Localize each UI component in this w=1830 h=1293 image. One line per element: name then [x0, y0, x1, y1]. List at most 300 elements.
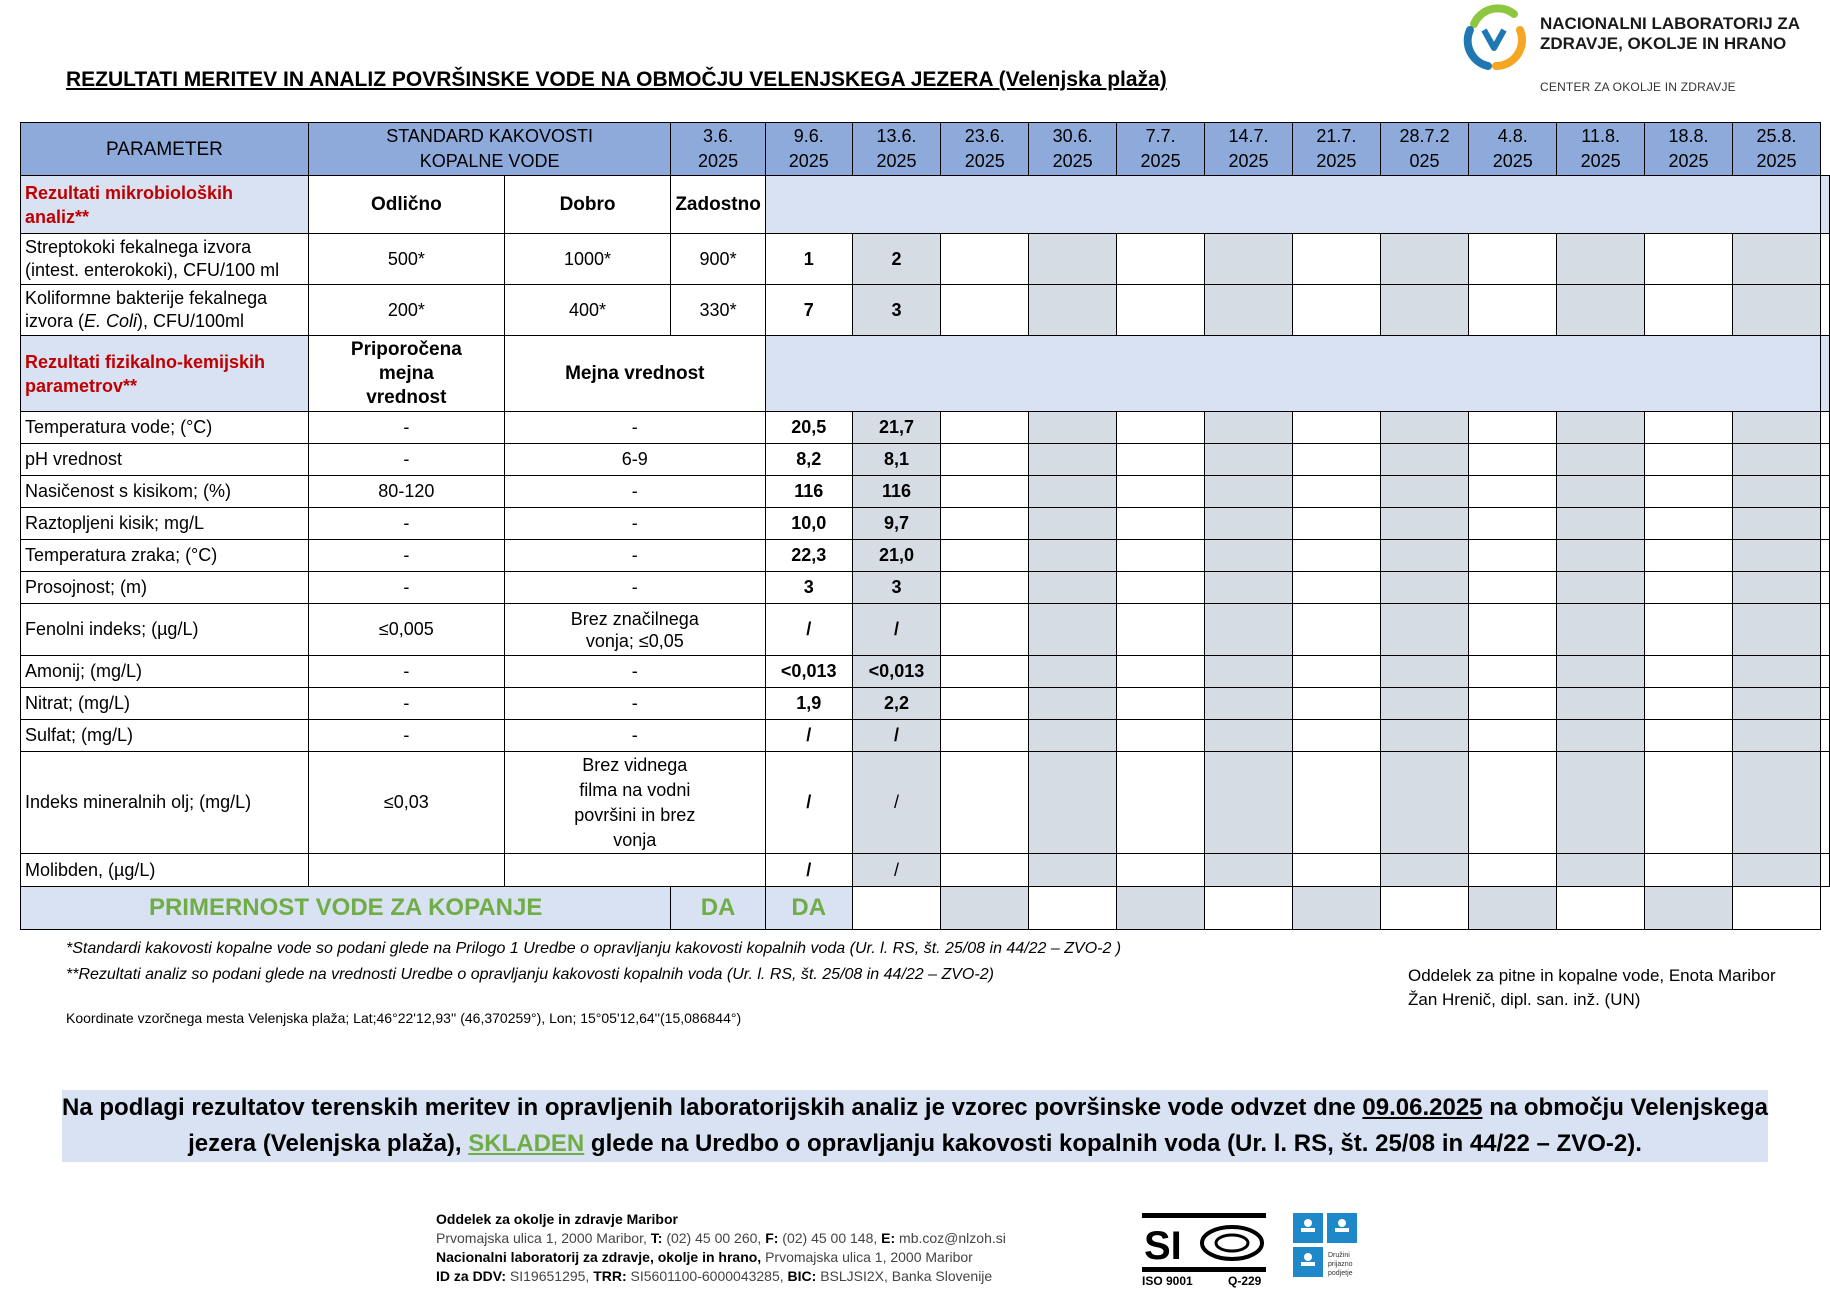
col-recommended: Priporočena mejna vrednost	[308, 336, 504, 412]
param-name: Indeks mineralnih olj; (mg/L)	[21, 752, 309, 854]
table-row	[21, 854, 1830, 887]
empty-cell	[1292, 572, 1380, 604]
result-cell: 8,2	[765, 444, 852, 476]
empty-cell	[1205, 444, 1293, 476]
empty-cell	[1380, 285, 1468, 336]
empty-cell	[1645, 444, 1733, 476]
std-value: -	[308, 508, 504, 540]
empty-cell	[941, 508, 1029, 540]
result-cell: 7	[765, 285, 852, 336]
empty-cell	[1821, 572, 1830, 604]
empty-cell	[1645, 234, 1733, 285]
date-header: 23.6. 2025	[941, 123, 1029, 176]
param-name: Temperatura vode; (°C)	[21, 412, 309, 444]
empty-cell	[1732, 572, 1820, 604]
param-name: Fenolni indeks; (µg/L)	[21, 604, 309, 656]
empty-cell	[1732, 688, 1820, 720]
result-cell: 21,0	[852, 540, 941, 572]
std-value	[504, 854, 765, 887]
empty-cell	[1380, 412, 1468, 444]
empty-cell	[1645, 412, 1733, 444]
empty-cell	[1732, 540, 1820, 572]
std-value: -	[308, 540, 504, 572]
empty-cell	[1469, 887, 1557, 930]
table-row	[21, 234, 1830, 285]
empty-cell	[1557, 656, 1645, 688]
suitability-value: DA	[765, 887, 852, 930]
std-value: 400*	[504, 285, 671, 336]
result-cell: <0,013	[852, 656, 941, 688]
param-name: Molibden, (µg/L)	[21, 854, 309, 887]
empty-cell	[1557, 854, 1645, 887]
std-value: -	[504, 476, 765, 508]
empty-cell	[1645, 656, 1733, 688]
empty-cell	[1380, 572, 1468, 604]
result-cell: 3	[852, 572, 941, 604]
empty-cell	[1205, 572, 1293, 604]
empty-cell	[1645, 540, 1733, 572]
section-fill	[1821, 176, 1830, 234]
empty-cell	[1029, 604, 1117, 656]
std-value: -	[504, 720, 765, 752]
result-cell: /	[765, 720, 852, 752]
empty-cell	[1029, 285, 1117, 336]
result-cell: /	[852, 720, 941, 752]
empty-cell	[1029, 412, 1117, 444]
empty-cell	[1205, 720, 1293, 752]
empty-cell	[1117, 476, 1205, 508]
empty-cell	[1557, 604, 1645, 656]
col-zadostno: Zadostno	[671, 176, 766, 234]
std-value: Brez značilnega vonja; ≤0,05	[504, 604, 765, 656]
page-title: REZULTATI MERITEV IN ANALIZ POVRŠINSKE VODE NA OBMOČJU VELENJSKEGA JEZERA (Velenjska plaža)	[66, 68, 1167, 91]
conclusion: Na podlagi rezultatov terenskih meritev in opravljenih laboratorijskih analiz je vzorec površinske vode odvzet dne 09.06.2025 na območju Velenjskega jezera (Velenjska plaža), SKLADEN glede na Uredbo o opravljanju kakovosti kopalnih voda (Ur. l. RS, št. 25/08 in 44/22 – ZVO-2).	[62, 1090, 1768, 1162]
table-row	[21, 572, 1830, 604]
empty-cell	[1557, 508, 1645, 540]
empty-cell	[1821, 234, 1830, 285]
empty-cell	[1469, 476, 1557, 508]
result-cell: 9,7	[852, 508, 941, 540]
std-value: 1000*	[504, 234, 671, 285]
empty-cell	[1380, 234, 1468, 285]
std-value: -	[504, 572, 765, 604]
empty-cell	[1380, 508, 1468, 540]
org-name: NACIONALNI LABORATORIJ ZA ZDRAVJE, OKOLJE IN HRANO	[1540, 14, 1801, 53]
param-name: Streptokoki fekalnega izvora (intest. enterokoki), CFU/100 ml	[21, 234, 309, 285]
empty-cell	[1205, 476, 1293, 508]
empty-cell	[1117, 234, 1205, 285]
empty-cell	[1645, 476, 1733, 508]
empty-cell	[1205, 540, 1293, 572]
empty-cell	[1732, 508, 1820, 540]
empty-cell	[1292, 688, 1380, 720]
date-header: 7.7. 2025	[1117, 123, 1205, 176]
empty-cell	[941, 234, 1029, 285]
phys-rows-2	[21, 656, 1830, 752]
empty-cell	[1645, 508, 1733, 540]
empty-cell	[941, 656, 1029, 688]
empty-cell	[1557, 412, 1645, 444]
iso-label: ISO 9001	[1142, 1274, 1193, 1288]
empty-cell	[1821, 720, 1830, 752]
empty-cell	[1469, 444, 1557, 476]
empty-cell	[1117, 412, 1205, 444]
empty-cell	[1732, 720, 1820, 752]
std-value: -	[504, 540, 765, 572]
std-value: -	[308, 720, 504, 752]
empty-cell	[1029, 572, 1117, 604]
table-row	[21, 752, 1830, 854]
empty-cell	[1205, 234, 1293, 285]
empty-cell	[1292, 540, 1380, 572]
result-cell: 10,0	[765, 508, 852, 540]
result-cell: 116	[852, 476, 941, 508]
empty-cell	[1292, 412, 1380, 444]
empty-cell	[1469, 752, 1557, 854]
std-value: -	[308, 412, 504, 444]
empty-cell	[1117, 752, 1205, 854]
empty-cell	[1117, 854, 1205, 887]
empty-cell	[852, 887, 941, 930]
empty-cell	[1469, 688, 1557, 720]
empty-cell	[1292, 604, 1380, 656]
empty-cell	[1380, 476, 1468, 508]
empty-cell	[1205, 412, 1293, 444]
si-certification-icon	[1142, 1213, 1266, 1275]
empty-cell	[1557, 752, 1645, 854]
empty-cell	[1469, 656, 1557, 688]
std-value: Brez vidnega filma na vodni površini in brez vonja	[504, 752, 765, 854]
date-header: 9.6. 2025	[765, 123, 852, 176]
suitability-label: PRIMERNOST VODE ZA KOPANJE	[21, 887, 671, 930]
empty-cell	[1557, 476, 1645, 508]
empty-cell	[1292, 656, 1380, 688]
table-row	[21, 720, 1830, 752]
empty-cell	[1029, 540, 1117, 572]
empty-cell	[1029, 444, 1117, 476]
empty-cell	[941, 572, 1029, 604]
date-header: 3.6. 2025	[671, 123, 766, 176]
result-cell: 21,7	[852, 412, 941, 444]
svg-text:podjetje: podjetje	[1328, 1270, 1353, 1277]
svg-text:Družini: Družini	[1328, 1252, 1350, 1259]
empty-cell	[1732, 604, 1820, 656]
empty-cell	[1117, 604, 1205, 656]
date-header: 14.7. 2025	[1205, 123, 1293, 176]
empty-cell	[1557, 234, 1645, 285]
col-odlicno: Odlično	[308, 176, 504, 234]
param-name: Nitrat; (mg/L)	[21, 688, 309, 720]
empty-cell	[1645, 285, 1733, 336]
results-table	[20, 122, 1830, 930]
empty-cell	[1645, 752, 1733, 854]
empty-cell	[1380, 720, 1468, 752]
std-value: 330*	[671, 285, 766, 336]
result-cell: 3	[852, 285, 941, 336]
empty-cell	[1821, 508, 1830, 540]
empty-cell	[1117, 656, 1205, 688]
result-cell: 2	[852, 234, 941, 285]
empty-cell	[1469, 720, 1557, 752]
param-name: Temperatura zraka; (°C)	[21, 540, 309, 572]
empty-cell	[1469, 234, 1557, 285]
result-cell: 20,5	[765, 412, 852, 444]
empty-cell	[1557, 540, 1645, 572]
empty-cell	[1469, 540, 1557, 572]
date-header: 13.6. 2025	[852, 123, 941, 176]
std-value: -	[504, 688, 765, 720]
result-cell: 2,2	[852, 688, 941, 720]
result-cell: 1	[765, 234, 852, 285]
phys-section-title: Rezultati fizikalno-kemijskih parametrov**	[21, 336, 309, 412]
suitability-row	[21, 887, 1830, 930]
standard-header: STANDARD KAKOVOSTI KOPALNE VODE	[308, 123, 670, 176]
date-header: 25.8. 2025	[1732, 123, 1820, 176]
std-value: -	[308, 444, 504, 476]
empty-cell	[1645, 572, 1733, 604]
empty-cell	[1732, 285, 1820, 336]
empty-cell	[1732, 412, 1820, 444]
empty-cell	[1821, 656, 1830, 688]
empty-cell	[1821, 540, 1830, 572]
std-value: -	[308, 656, 504, 688]
parameter-header: PARAMETER	[21, 123, 309, 176]
micro-section-row	[21, 176, 1830, 234]
empty-cell	[1205, 887, 1293, 930]
phys-section-row	[21, 336, 1830, 412]
result-cell: <0,013	[765, 656, 852, 688]
result-cell: 1,9	[765, 688, 852, 720]
empty-cell	[1469, 604, 1557, 656]
empty-cell	[1821, 854, 1830, 887]
section-fill	[765, 176, 1820, 234]
empty-cell	[941, 285, 1029, 336]
empty-cell	[1732, 444, 1820, 476]
empty-cell	[1292, 854, 1380, 887]
result-cell: /	[852, 604, 941, 656]
table-row	[21, 656, 1830, 688]
department: Oddelek za pitne in kopalne vode, Enota Maribor	[1408, 966, 1776, 985]
empty-cell	[1292, 285, 1380, 336]
result-cell: /	[765, 604, 852, 656]
empty-cell	[1821, 476, 1830, 508]
result-cell: /	[852, 752, 941, 854]
empty-cell	[1732, 887, 1820, 930]
empty-cell	[1117, 720, 1205, 752]
footnote-standards: *Standardi kakovosti kopalne vode so podani glede na Prilogo 1 Uredbe o opravljanju kakovosti kopalnih voda (Ur. l. RS, št. 25/08 in 44/22 – ZVO-2 )	[66, 940, 1122, 957]
empty-cell	[1205, 285, 1293, 336]
empty-cell	[1292, 476, 1380, 508]
empty-cell	[1821, 688, 1830, 720]
micro-section-title: Rezultati mikrobioloških analiz**	[21, 176, 309, 234]
empty-cell	[1557, 720, 1645, 752]
empty-cell	[1117, 572, 1205, 604]
table-row	[21, 476, 1830, 508]
empty-cell	[941, 444, 1029, 476]
empty-cell	[1732, 234, 1820, 285]
empty-cell	[941, 854, 1029, 887]
empty-cell	[1205, 688, 1293, 720]
result-cell: 8,1	[852, 444, 941, 476]
empty-cell	[1029, 508, 1117, 540]
result-cell: /	[765, 752, 852, 854]
empty-cell	[1557, 444, 1645, 476]
empty-cell	[941, 604, 1029, 656]
std-value: -	[308, 572, 504, 604]
empty-cell	[1292, 444, 1380, 476]
table-row	[21, 508, 1830, 540]
result-cell: /	[765, 854, 852, 887]
empty-cell	[941, 720, 1029, 752]
svg-text:prijazno: prijazno	[1328, 1261, 1353, 1268]
empty-cell	[1557, 688, 1645, 720]
empty-cell	[1557, 285, 1645, 336]
empty-cell	[1732, 476, 1820, 508]
empty-cell	[1821, 444, 1830, 476]
empty-cell	[1821, 412, 1830, 444]
empty-cell	[1117, 540, 1205, 572]
analyst: Žan Hrenič, dipl. san. inž. (UN)	[1408, 990, 1641, 1009]
date-header: 21.7. 2025	[1292, 123, 1380, 176]
empty-cell	[1292, 752, 1380, 854]
std-value: 80-120	[308, 476, 504, 508]
empty-cell	[1732, 752, 1820, 854]
org-subtitle: CENTER ZA OKOLJE IN ZDRAVJE	[1540, 80, 1736, 94]
footnote-results: **Rezultati analiz so podani glede na vrednosti Uredbe o opravljanju kakovosti kopalnih voda (Ur. l. RS, št. 25/08 in 44/22 – ZVO-2)	[66, 966, 994, 983]
result-cell: /	[852, 854, 941, 887]
empty-cell	[1557, 572, 1645, 604]
empty-cell	[1029, 854, 1117, 887]
empty-cell	[1029, 234, 1117, 285]
date-header: 4.8. 2025	[1469, 123, 1557, 176]
verdict: SKLADEN	[468, 1130, 585, 1157]
empty-cell	[1732, 656, 1820, 688]
empty-cell	[1821, 285, 1830, 336]
result-cell: 116	[765, 476, 852, 508]
date-header: 11.8. 2025	[1557, 123, 1645, 176]
col-limit: Mejna vrednost	[504, 336, 765, 412]
std-value	[308, 854, 504, 887]
empty-cell	[1205, 752, 1293, 854]
sample-date: 09.06.2025	[1362, 1094, 1483, 1121]
empty-cell	[1117, 508, 1205, 540]
suitability-value: DA	[671, 887, 766, 930]
sampling-coordinates: Koordinate vzorčnega mesta Velenjska plaža; Lat;46°22'12,93'' (46,370259°), Lon; 15°05'12,64''(15,086844°)	[66, 1010, 742, 1026]
empty-cell	[1469, 412, 1557, 444]
std-value: ≤0,03	[308, 752, 504, 854]
table-header-row	[21, 123, 1830, 176]
empty-cell	[1380, 887, 1468, 930]
param-name: Nasičenost s kisikom; (%)	[21, 476, 309, 508]
table-row	[21, 444, 1830, 476]
svg-text:SI: SI	[1144, 1224, 1182, 1268]
table-row	[21, 604, 1830, 656]
result-cell: 3	[765, 572, 852, 604]
empty-cell	[1821, 752, 1830, 854]
empty-cell	[1205, 604, 1293, 656]
empty-cell	[1732, 854, 1820, 887]
empty-cell	[1821, 604, 1830, 656]
param-name: Raztopljeni kisik; mg/L	[21, 508, 309, 540]
table-row	[21, 540, 1830, 572]
std-value: 500*	[308, 234, 504, 285]
empty-cell	[1029, 752, 1117, 854]
section-fill	[1821, 336, 1830, 412]
empty-cell	[1292, 720, 1380, 752]
col-dobro: Dobro	[504, 176, 671, 234]
std-value: ≤0,005	[308, 604, 504, 656]
date-header: 30.6. 2025	[1029, 123, 1117, 176]
empty-cell	[1292, 234, 1380, 285]
empty-cell	[1380, 656, 1468, 688]
empty-cell	[1645, 688, 1733, 720]
empty-cell	[1205, 656, 1293, 688]
table-row	[21, 412, 1830, 444]
empty-cell	[1645, 720, 1733, 752]
empty-cell	[1292, 508, 1380, 540]
std-value: -	[504, 412, 765, 444]
table-row	[21, 285, 1830, 336]
empty-cell	[1029, 476, 1117, 508]
nlzoh-logo-icon	[1458, 0, 1530, 72]
section-fill	[765, 336, 1820, 412]
empty-cell	[941, 412, 1029, 444]
empty-cell	[1117, 688, 1205, 720]
empty-cell	[941, 476, 1029, 508]
empty-cell	[941, 688, 1029, 720]
date-header: 28.7.2 025	[1380, 123, 1468, 176]
empty-cell	[1205, 854, 1293, 887]
q229-label: Q-229	[1228, 1274, 1262, 1288]
param-name: pH vrednost	[21, 444, 309, 476]
std-value: 200*	[308, 285, 504, 336]
std-value: -	[308, 688, 504, 720]
std-value: -	[504, 508, 765, 540]
empty-cell	[1380, 444, 1468, 476]
param-name: Prosojnost; (m)	[21, 572, 309, 604]
empty-cell	[1645, 887, 1733, 930]
empty-cell	[1380, 604, 1468, 656]
empty-cell	[1469, 508, 1557, 540]
std-value: 6-9	[504, 444, 765, 476]
empty-cell	[1380, 854, 1468, 887]
empty-cell	[1380, 688, 1468, 720]
param-name: Sulfat; (mg/L)	[21, 720, 309, 752]
empty-cell	[941, 887, 1029, 930]
empty-cell	[1029, 720, 1117, 752]
phys-rows	[21, 412, 1830, 604]
param-name: Koliformne bakterije fekalnega izvora (E. Coli), CFU/100ml	[21, 285, 309, 336]
empty-cell	[1557, 887, 1645, 930]
empty-cell	[1469, 572, 1557, 604]
table-row	[21, 688, 1830, 720]
param-name: Amonij; (mg/L)	[21, 656, 309, 688]
empty-cell	[1645, 604, 1733, 656]
empty-cell	[1205, 508, 1293, 540]
empty-cell	[941, 752, 1029, 854]
address-block: Oddelek za okolje in zdravje Maribor Prvomajska ulica 1, 2000 Maribor, T: (02) 45 00 260, F: (02) 45 00 148, E: mb.coz@nlzoh.si Nacionalni laboratorij za zdravje, okolje in hrano, Prvomajska ulica 1, 2000 Maribor ID za DDV: SI19651295, TRR: SI5601100-6000043285, BIC: BSLJSI2X, Banka Slovenije	[436, 1211, 1006, 1284]
empty-cell	[1469, 285, 1557, 336]
empty-cell	[1029, 887, 1117, 930]
empty-cell	[1117, 285, 1205, 336]
family-friendly-company-icon	[1293, 1213, 1363, 1283]
empty-cell	[1117, 444, 1205, 476]
std-value: 900*	[671, 234, 766, 285]
empty-cell	[1029, 656, 1117, 688]
date-header: 18.8. 2025	[1645, 123, 1733, 176]
empty-cell	[1380, 540, 1468, 572]
empty-cell	[1469, 854, 1557, 887]
